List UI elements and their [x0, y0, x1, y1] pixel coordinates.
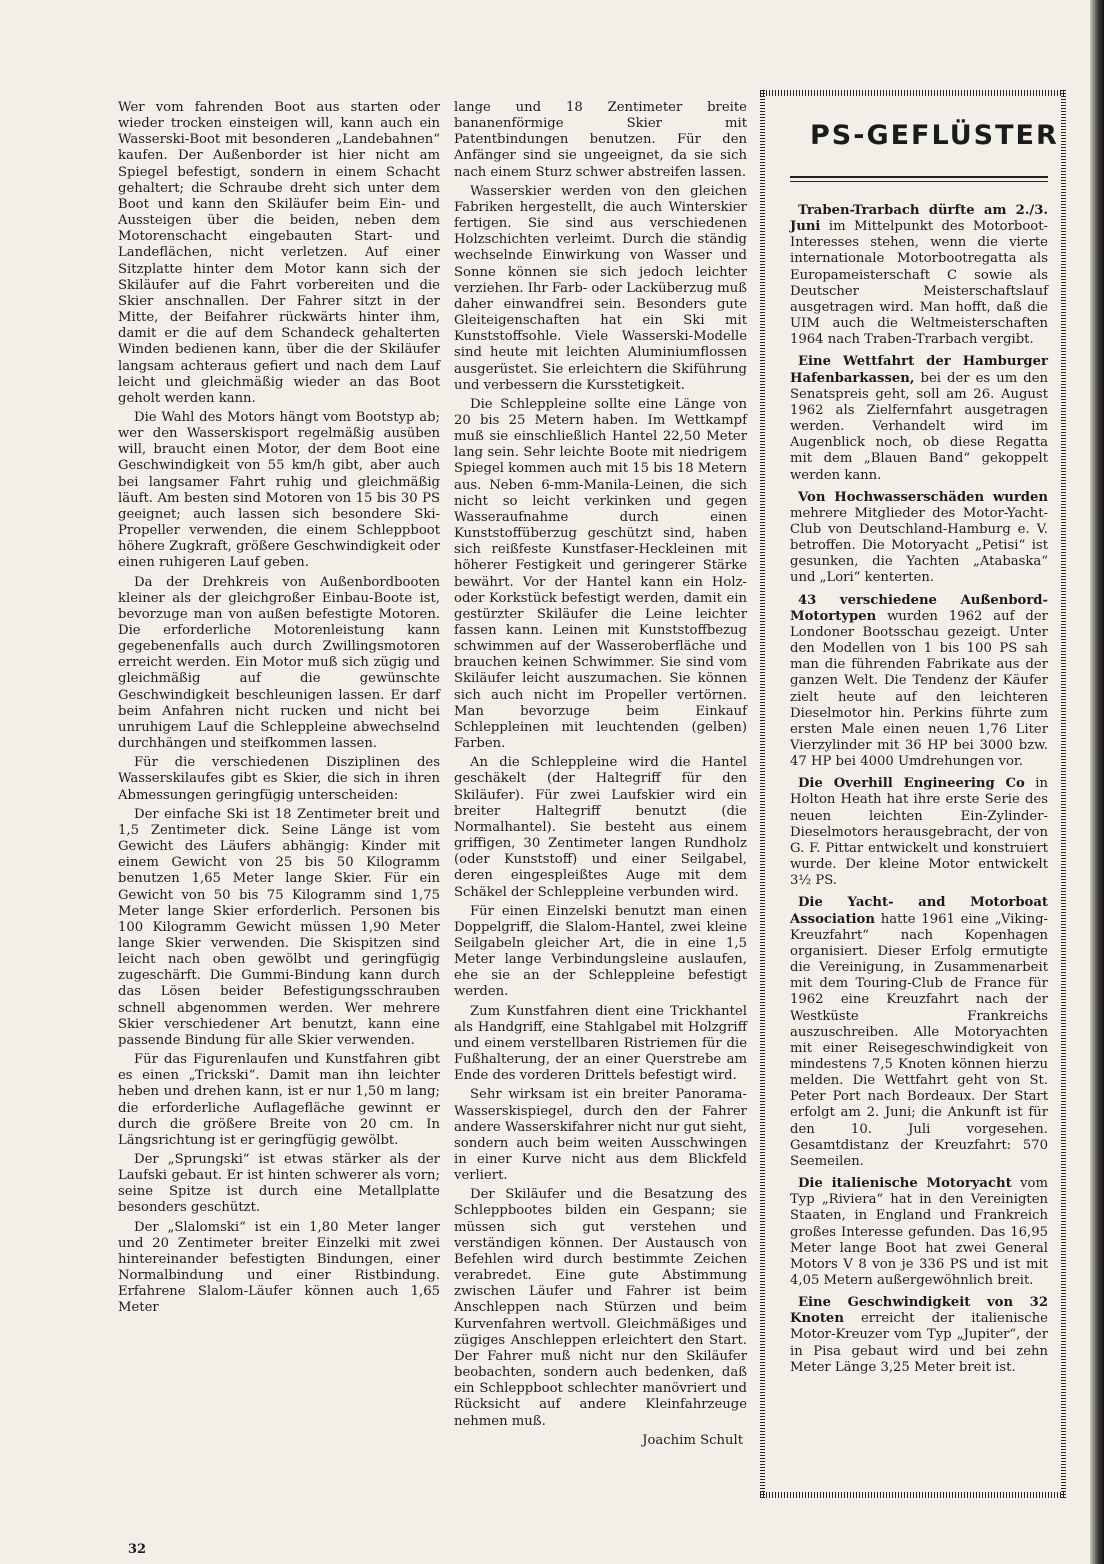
- news-lead: Von Hochwasserschäden wurden: [798, 489, 1048, 505]
- paragraph: An die Schleppleine wird die Hantel geschäkelt (der Haltegriff für den Skiläufer). Für zwei Laufskier wird ein breiter Haltegriff benutzt (die Normalhantel). Sie besteht aus einem griffigen, 30 Zentimeter langen Rundholz (oder Kunststoff) und einer Seilgabel, deren eingespleißtes Auge mit dem Schäkel der Schleppleine verbunden wird.: [454, 755, 747, 900]
- paragraph: Zum Kunstfahren dient eine Trickhantel als Handgriff, eine Stahlgabel mit Holzgriff und einem verstellbaren Ristriemen für die Fußhalterung, der an einer Querstrebe am Ende des vorderen Drittels befestigt wird.: [454, 1003, 747, 1084]
- news-text: mehrere Mitglieder des Motor-Yacht-Club von Deutschland-Hamburg e. V. betroffen. Die Motoryacht „Petisi“ ist gesunken, die Yachten „Atabaska“ und „Lori“ kenterten.: [790, 505, 1048, 586]
- news-lead: Die italienische Motoryacht: [798, 1176, 1012, 1192]
- author-signature: Joachim Schult: [642, 1432, 743, 1448]
- article-column-2: [454, 100, 747, 1449]
- page-number: 32: [128, 1542, 147, 1557]
- news-lead: Die Yacht- and Motorboat Association: [790, 895, 1048, 927]
- news-item: [790, 203, 1048, 348]
- paragraph: Der „Sprungski“ ist etwas stärker als der Laufski gebaut. Er ist hinten schwerer als vorn; seine Spitze ist durch eine Metallplatte besonders geschützt.: [118, 1152, 440, 1216]
- news-lead: Die Overhill Engineering Co: [798, 776, 1025, 792]
- news-item: [790, 1176, 1048, 1289]
- paragraph: Der einfache Ski ist 18 Zentimeter breit und 1,5 Zentimeter dick. Seine Länge ist vom Gewicht des Läufers abhängig: Kinder mit einem Gewicht von 25 bis 50 Kilogramm benutzen 1,65 Meter lange Skier. Für ein Gewicht von 50 bis 75 Kilogramm sind 1,75 Meter lange Skier erforderlich. Personen bis 100 Kilogramm Gewicht müssen 1,90 Meter lange Skier verwenden. Die Skispitzen sind leicht nach oben gewölbt und geringfügig zugeschärft. Die Gummi-Bindung kann durch das Lösen beider Befestigungsschrauben schnell abgenommen werden. Wer mehrere Skier verschiedener Art benutzt, kann eine passende Bindung für alle Skier verwenden.: [118, 806, 440, 1048]
- news-item: [790, 354, 1048, 483]
- sidebar-title: PS-GEFLÜSTER: [810, 120, 1059, 151]
- article-column-1: [118, 100, 440, 1320]
- decorative-border-left: [760, 90, 765, 1498]
- news-item: [790, 593, 1048, 771]
- news-lead: 43 verschiedene Außenbord-Motortypen: [790, 592, 1048, 624]
- news-text: in Holton Heath hat ihre erste Serie des neuen leichten Ein-Zylinder-Dieselmotors herausgebracht, der von G. F. Pittar entwickelt und konstruiert wurde. Der kleine Motor entwickelt 3½ PS.: [790, 776, 1049, 889]
- title-rule: [790, 176, 1048, 178]
- paragraph: Da der Drehkreis von Außenbordbooten kleiner als der gleichgroßer Einbau-Boote ist, bevorzuge man von außen befestigte Motoren. Die erforderliche Motorenleistung kann gegebenenfalls auch durch Zwillingsmotoren erreicht werden. Ein Motor muß sich zügig und gleichmäßig auf die gewünschte Geschwindigkeit beschleunigen lassen. Er darf beim Anfahren nicht rucken und nicht bei unruhigem Lauf die Schleppleine abwechselnd durchhängen und steifkommen lassen.: [118, 574, 440, 752]
- decorative-border-top: [760, 90, 1066, 96]
- news-lead: Eine Geschwindigkeit von 32 Knoten: [790, 1295, 1048, 1327]
- news-item: [790, 895, 1048, 1170]
- paragraph: Wer vom fahrenden Boot aus starten oder wieder trocken einsteigen will, kann auch ein Wasserski-Boot mit besonderen „Landebahnen“ kaufen. Der Außenborder ist hier nicht am Spiegel befestigt, sondern in einem Schacht gehaltert; die Schraube dreht sich unter dem Boot und kann den Skiläufer beim Ein- und Aussteigen über die beiden, neben dem Motorenschacht eingebauten Start- und Landeflächen, nicht verletzen. Auf einer Sitzplatte hinter dem Motor kann sich der Skiläufer auf die Fahrt vorbereiten und die Skier anschnallen. Der Fahrer sitzt in der Mitte, der Beifahrer rückwärts hinter ihm, damit er die auf dem Schandeck gehalterten Winden bedienen kann, über die der Skiläufer langsam achteraus gefiert und nach dem Lauf leicht und gleichmäßig wieder an das Boot geholt werden kann.: [118, 100, 440, 406]
- news-item: [790, 776, 1048, 889]
- paragraph: Für einen Einzelski benutzt man einen Doppelgriff, die Slalom-Hantel, zwei kleine Seilgabeln gleicher Art, die in eine 1,5 Meter lange Verbindungsleine auslaufen, ehe sie an der Schleppleine befestigt werden.: [454, 903, 747, 1000]
- ps-gefluester-sidebar: [760, 90, 1066, 1498]
- decorative-border-right: [1061, 90, 1066, 1498]
- news-item: [790, 490, 1048, 587]
- sidebar-news-list: [790, 203, 1048, 1382]
- paragraph: Die Schleppleine sollte eine Länge von 20 bis 25 Metern haben. Im Wettkampf muß sie einschließlich Hantel 22,50 Meter lang sein. Sehr leichte Boote mit niedrigem Spiegel kommen auch mit 15 bis 18 Metern aus. Neben 6-mm-Manila-Leinen, die sich nicht so leicht verkinken und gegen Wasseraufnahme durch einen Kunststoffüberzug geschützt sind, haben sich reißfeste Kunstfaser-Heckleinen mit höherer Festigkeit und geringerer Stärke bewährt. Vor der Hantel kann ein Holz- oder Korkstück befestigt werden, damit ein gestürzter Skiläufer die Leine leichter fassen kann. Leinen mit Kunststoffbezug schwimmen auf der Wasseroberfläche und brauchen keinen Schwimmer. Sie sind vom Skiläufer leicht auszumachen. Sie können sich auch nicht im Propeller vertörnen. Man bevorzuge beim Einkauf Schleppleinen mit leuchtenden (gelben) Farben.: [454, 396, 747, 752]
- news-text: hatte 1961 eine „Viking-Kreuzfahrt“ nach Kopenhagen organisiert. Dieser Erfolg ermutigte die Vereinigung, in Zusammenarbeit mit dem Touring-Club de France für 1962 eine Kreuzfahrt nach der Westküste Frankreichs auszuschreiben. Alle Motoryachten mit einer Reisegeschwindigkeit von mindestens 7,5 Knoten können hierzu melden. Die Wettfahrt geht von St. Peter Port nach Bordeaux. Der Start erfolgt am 2. Juni; die Ankunft ist für den 10. Juli vorgesehen. Gesamtdistanz der Kreuzfahrt: 570 Seemeilen.: [790, 911, 1048, 1169]
- paragraph: Für das Figurenlaufen und Kunstfahren gibt es einen „Trickski“. Damit man ihn leichter heben und drehen kann, ist er nur 1,50 m lang; die erforderliche Auflagefläche gewinnt er durch die größere Breite von 20 cm. In Längsrichtung ist er geringfügig gewölbt.: [118, 1052, 440, 1148]
- news-text: im Mittelpunkt des Motorboot-Interesses stehen, wenn die vierte internationale Motorbootregatta als Europameisterschaft C sowie als Deutscher Meisterschaftslauf ausgetragen wird. Man hofft, daß die UIM auch die Weltmeisterschaften 1964 nach Traben-Trarbach vergibt.: [790, 219, 1048, 348]
- paragraph: Für die verschiedenen Disziplinen des Wasserskilaufes gibt es Skier, die sich in ihren Abmessungen geringfügig unterscheiden:: [118, 755, 440, 803]
- news-text: vom Typ „Riviera“ hat in den Vereinigten Staaten, in England und Frankreich großes Interesse gefunden. Das 16,95 Meter lange Boot hat zwei General Motors V 8 von je 336 PS und ist mit 4,05 Metern außergewöhnlich breit.: [790, 1176, 1048, 1288]
- paragraph: Sehr wirksam ist ein breiter Panorama-Wasserskispiegel, durch den der Fahrer andere Wasserskifahrer nicht nur gut sieht, sondern auch beim weiten Ausschwingen in einer Kurve nicht aus dem Blickfeld verliert.: [454, 1087, 747, 1184]
- news-text: erreicht der italienische Motor-Kreuzer vom Typ „Jupiter“, der in Pisa gebaut wird und bei zehn Meter Länge 3,25 Meter breit ist.: [790, 1311, 1048, 1375]
- news-lead: Eine Wettfahrt der Hamburger Hafenbarkassen,: [790, 354, 1048, 386]
- paragraph: Die Wahl des Motors hängt vom Bootstyp ab; wer den Wasserskisport regelmäßig ausüben will, braucht einen Motor, der dem Boot eine Geschwindigkeit von 55 km/h gibt, aber auch bei langsamer Fahrt ruhig und gleichmäßig läuft. Am besten sind Motoren von 15 bis 30 PS geeignet; auch lassen sich besondere Ski-Propeller verwenden, die einem Schleppboot höhere Zugkraft, größere Geschwindigkeit oder einen ruhigeren Lauf geben.: [118, 409, 440, 571]
- news-text: wurden 1962 auf der Londoner Bootsschau gezeigt. Unter den Modellen von 1 bis 100 PS sah man die führenden Fabrikate aus der ganzen Welt. Die Tendenz der Käufer zielt heute auf den leichteren Dieselmotor hin. Perkins führte zum ersten Male einen neuen 1,76 Liter Vierzylinder mit 36 HP bei 3000 bzw. 47 HP bei 4000 Umdrehungen vor.: [790, 608, 1048, 770]
- paragraph: Der „Slalomski“ ist ein 1,80 Meter langer und 20 Zentimeter breiter Einzelki mit zwei hintereinander befestigten Bindungen, einer Normalbindung und einer Ristbindung. Erfahrene Slalom-Läufer können auch 1,65 Meter: [118, 1219, 440, 1316]
- paragraph: Wasserskier werden von den gleichen Fabriken hergestellt, die auch Winterskier fertigen. Sie sind aus verschiedenen Holzschichten verleimt. Durch die ständig wechselnde Einwirkung von Wasser und Sonne können sie sich jedoch leichter verziehen. Ihr Farb- oder Lacküberzug muß daher einwandfrei sein. Besonders gute Gleiteigenschaften hat ein Ski mit Kunststoffsohle. Viele Wasserski-Modelle sind heute mit leichten Aluminiumflossen ausgerüstet. Sie erleichtern die Skiführung und verbessern die Kursstetigkeit.: [454, 183, 748, 393]
- title-rule: [790, 181, 1048, 182]
- news-lead: Traben-Trarbach dürfte am 2./3. Juni: [790, 203, 1048, 235]
- page-edge-shadow: [1090, 0, 1104, 1564]
- news-item: [790, 1295, 1048, 1376]
- paragraph: Der Skiläufer und die Besatzung des Schleppbootes bilden ein Gespann; sie müssen sich gut verstehen und verständigen können. Der Austausch von Befehlen wird durch bestimmte Zeichen verabredet. Eine gute Abstimmung zwischen Läufer und Fahrer ist beim Anschleppen nach Stürzen und beim Kurvenfahren wertvoll. Gleichmäßiges und zügiges Anschleppen erleichtert den Start. Der Fahrer muß nicht nur den Skiläufer beobachten, sondern auch bedenken, daß ein Schleppboot schlechter manövriert und Rücksicht auf andere Kleinfahrzeuge nehmen muß.: [454, 1187, 747, 1429]
- news-text: bei der es um den Senatspreis geht, soll am 26. August 1962 als Zielfernfahrt ausgetragen werden. Verhandelt wird im Augenblick noch, ob diese Regatta mit dem „Blauen Band“ gekoppelt werden kann.: [790, 370, 1048, 483]
- paragraph: lange und 18 Zentimeter breite bananenförmige Skier mit Patentbindungen benutzen. Für den Anfänger sind sie ungeeignet, da sie sich nach einem Sturz schwer abstreifen lassen.: [454, 100, 747, 180]
- decorative-border-bottom: [760, 1492, 1066, 1498]
